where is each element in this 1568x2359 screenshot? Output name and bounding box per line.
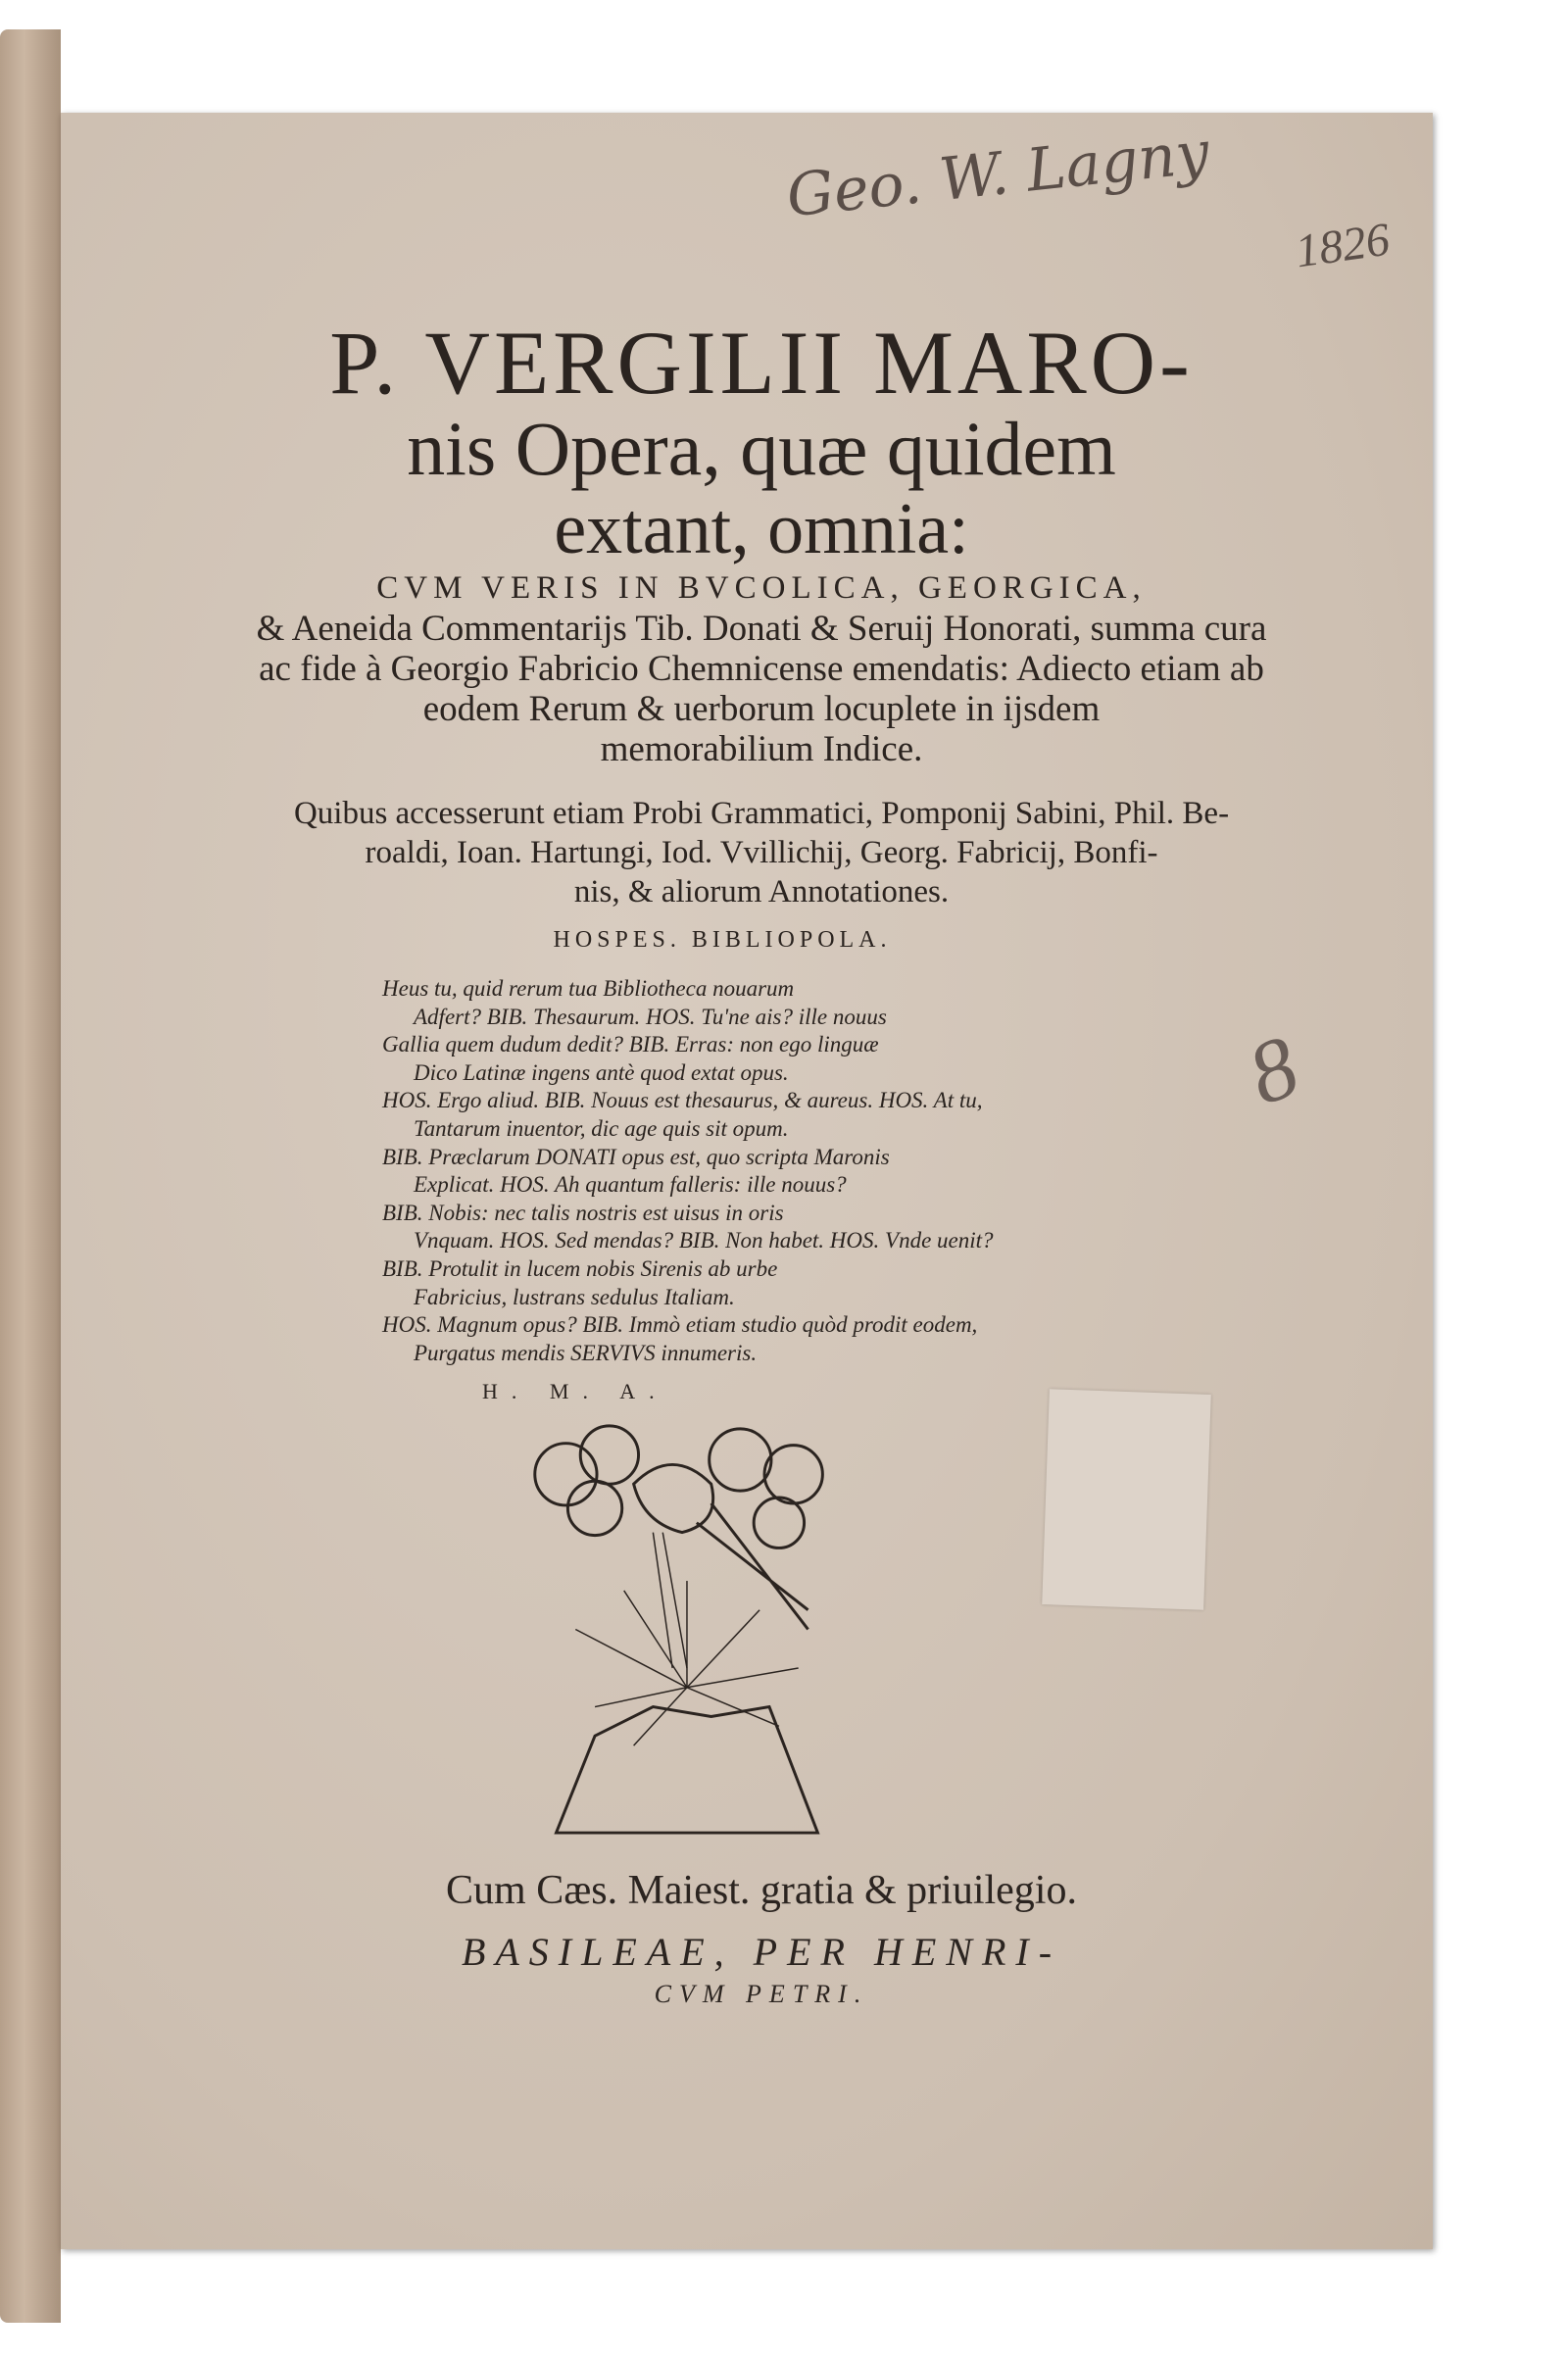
subtitle-line: CVM VERIS IN BVCOLICA, GEORGICA, xyxy=(376,570,1147,606)
poem-line: Fabricius, lustrans sedulus Italiam. xyxy=(414,1284,735,1309)
woodcut-illustration xyxy=(515,1416,854,1838)
subtitle-line: eodem Rerum & uerborum locuplete in ijsdem xyxy=(422,689,1101,729)
poem-line: Vnquam. HOS. Sed mendas? BIB. Non habet. HOS. Vnde uenit? xyxy=(414,1228,994,1253)
subtitle-block xyxy=(61,568,1462,769)
additions-block xyxy=(61,794,1462,911)
title-line-2: nis Opera, quæ quidem xyxy=(407,406,1116,491)
paper-repair-patch xyxy=(1042,1389,1211,1610)
poem-line: Adfert? BIB. Thesaurum. HOS. Tu'ne ais? ille nouus xyxy=(414,1004,887,1029)
poem-line: Heus tu, quid rerum tua Bibliotheca nouarum xyxy=(382,976,795,1001)
poem-line: Tantarum inuentor, dic age quis sit opum. xyxy=(414,1115,789,1141)
poem-line: BIB. Protulit in lucem nobis Sirenis ab urbe xyxy=(382,1255,778,1281)
additions-line: Quibus accesserunt etiam Probi Grammatici, Pomponij Sabini, Phil. Be- xyxy=(293,796,1230,831)
title-line-3: extant, omnia: xyxy=(554,489,969,569)
handwritten-year: 1826 xyxy=(1292,213,1394,278)
poem-line: BIB. Præclarum DONATI opus est, quo scripta Maronis xyxy=(382,1144,890,1169)
imprint-line-1: BASILEAE, PER HENRI- xyxy=(461,1930,1062,1974)
additions-line: roaldi, Ioan. Hartungi, Iod. Vvillichij, Georg. Fabricij, Bonfi- xyxy=(365,835,1158,870)
poem-line: Dico Latinæ ingens antè quod extat opus. xyxy=(414,1059,789,1085)
dialogue-poem xyxy=(382,975,994,1367)
poem-line: BIB. Nobis: nec talis nostris est uisus in oris xyxy=(382,1200,784,1225)
subtitle-line: ac fide à Georgio Fabricio Chemnicense emendatis: Adiecto etiam ab xyxy=(259,649,1264,689)
poem-line: HOS. Magnum opus? BIB. Immò etiam studio quòd prodit eodem, xyxy=(382,1312,978,1338)
poem-line: Gallia quem dudum dedit? BIB. Erras: non ego linguæ xyxy=(382,1032,879,1057)
subtitle-line: & Aeneida Commentarijs Tib. Donati & Seruij Honorati, summa cura xyxy=(256,609,1267,649)
poem-line: HOS. Ergo aliud. BIB. Nouus est thesaurus, & aureus. HOS. At tu, xyxy=(382,1088,983,1113)
title-page xyxy=(61,113,1433,2249)
privilege-line: Cum Cæs. Maiest. gratia & priuilegio. xyxy=(446,1868,1077,1913)
handwritten-shelf-mark: 8 xyxy=(1236,1017,1311,1124)
handwritten-signature: Geo. W. Lagny xyxy=(783,118,1213,231)
poem-line: Explicat. HOS. Ah quantum falleris: ille nouus? xyxy=(414,1172,847,1198)
book-spine-edge xyxy=(0,29,61,2323)
author-initials: H. M. A. xyxy=(482,1379,668,1403)
imprint-line-2: CVM PETRI. xyxy=(654,1980,869,2008)
dialogue-heading: HOSPES. BIBLIOPOLA. xyxy=(553,927,892,953)
poem-line: Purgatus mendis SERVIVS innumeris. xyxy=(414,1340,758,1365)
title-line-1: P. VERGILII MARO- xyxy=(329,313,1194,413)
additions-line: nis, & aliorum Annotationes. xyxy=(573,874,950,909)
subtitle-line: memorabilium Indice. xyxy=(600,729,923,769)
